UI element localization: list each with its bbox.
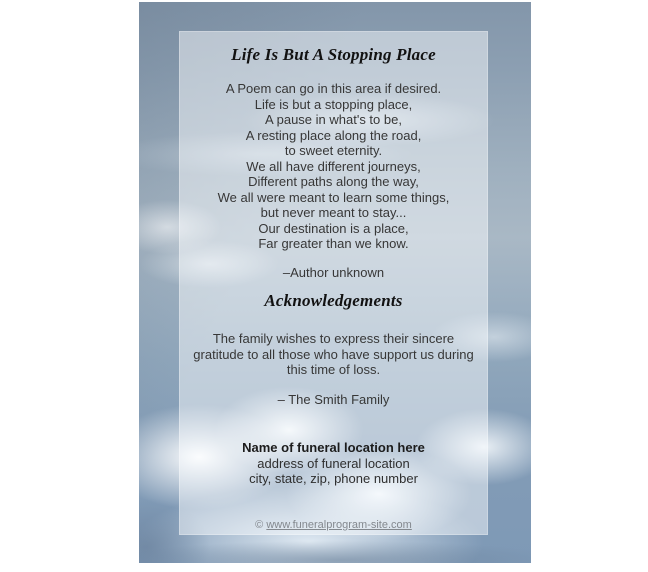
poem-line: Our destination is a place, bbox=[258, 220, 409, 236]
poem-line: Different paths along the way, bbox=[248, 174, 419, 190]
funeral-location-city-line: city, state, zip, phone number bbox=[249, 471, 418, 487]
poem-author-credit: –Author unknown bbox=[282, 264, 385, 280]
poem-line: A resting place along the road, bbox=[245, 127, 422, 143]
funeral-location-address: address of funeral location bbox=[257, 455, 410, 471]
copyright-symbol: © bbox=[255, 518, 264, 531]
acknowledgements-text: The family wishes to express their sincere gratitude to all those who have support us during this time of loss. bbox=[193, 331, 474, 378]
poem-line: to sweet eternity. bbox=[284, 143, 383, 159]
overlay-panel bbox=[179, 31, 488, 535]
poem-line: Far greater than we know. bbox=[258, 236, 409, 252]
site-credit-link[interactable]: www.funeralprogram-site.com bbox=[266, 518, 412, 531]
family-signature: – The Smith Family bbox=[277, 391, 390, 407]
poem-line: We all were meant to learn some things, bbox=[217, 189, 450, 205]
poem-line: Life is but a stopping place, bbox=[254, 96, 413, 112]
poem-text bbox=[179, 81, 488, 252]
poem-line: A pause in what's to be, bbox=[265, 112, 402, 128]
poem-line: We all have different journeys, bbox=[246, 158, 421, 174]
sky-clouds-background bbox=[139, 2, 531, 563]
funeral-location-block bbox=[179, 440, 488, 487]
poem-title: Life Is But A Stopping Place bbox=[231, 45, 436, 64]
site-credit bbox=[179, 518, 488, 532]
poem-line: but never meant to stay... bbox=[260, 205, 407, 221]
funeral-location-name: Name of funeral location here bbox=[242, 440, 425, 456]
poem-line: A Poem can go in this area if desired. bbox=[225, 81, 442, 97]
acknowledgements-heading: Acknowledgements bbox=[264, 291, 403, 311]
